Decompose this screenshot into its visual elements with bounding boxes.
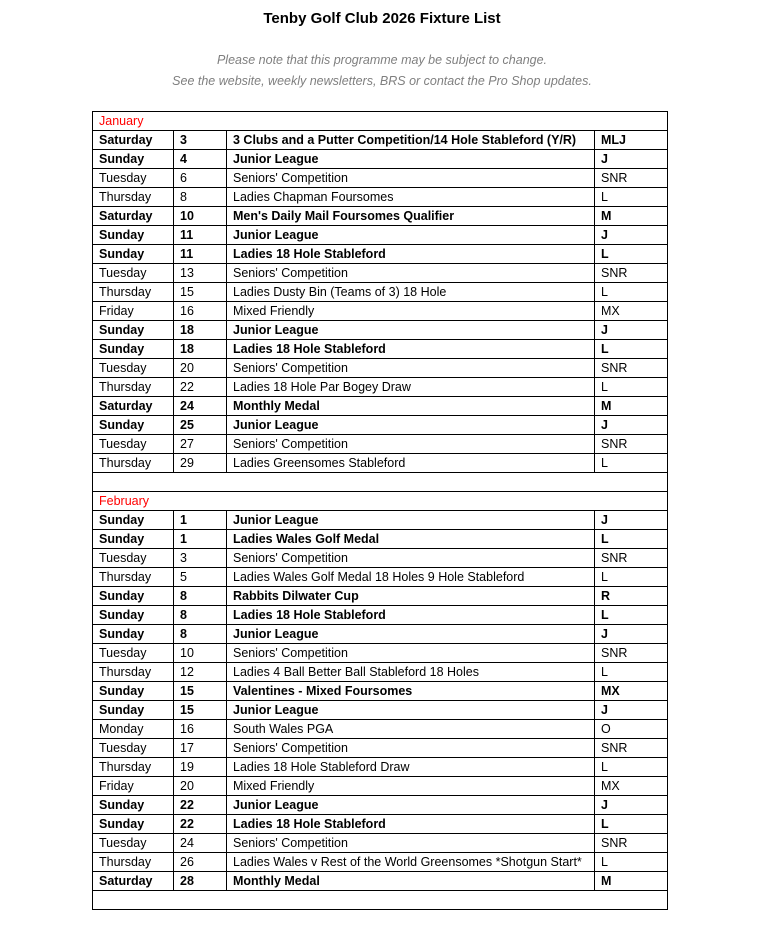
fixture-date: 17 [174,739,227,758]
fixture-date: 16 [174,302,227,321]
fixture-date: 5 [174,568,227,587]
fixture-event: Valentines - Mixed Foursomes [227,682,595,701]
fixture-day: Tuesday [93,834,174,853]
fixture-day: Sunday [93,587,174,606]
fixture-day: Sunday [93,226,174,245]
fixture-category-code: L [595,815,668,834]
fixture-event: Ladies 18 Hole Stableford Draw [227,758,595,777]
fixture-category-code: M [595,207,668,226]
fixture-category-code: J [595,796,668,815]
fixture-date: 1 [174,530,227,549]
fixture-category-code: L [595,188,668,207]
fixture-date: 4 [174,150,227,169]
fixture-row [93,321,668,340]
fixture-date: 28 [174,872,227,891]
fixture-day: Thursday [93,378,174,397]
month-name: January [93,112,668,131]
fixture-row [93,758,668,777]
fixture-category-code: J [595,511,668,530]
fixture-event: Ladies 18 Hole Stableford [227,815,595,834]
fixture-row [93,815,668,834]
fixture-category-code: L [595,568,668,587]
fixture-event: Ladies 18 Hole Stableford [227,340,595,359]
fixture-date: 19 [174,758,227,777]
fixture-category-code: L [595,245,668,264]
fixture-day: Monday [93,720,174,739]
fixture-event: Seniors' Competition [227,169,595,188]
fixture-row [93,302,668,321]
fixture-event: Junior League [227,150,595,169]
fixture-date: 10 [174,644,227,663]
spacer-row [93,891,668,910]
fixture-date: 18 [174,321,227,340]
fixture-day: Saturday [93,872,174,891]
fixture-category-code: MLJ [595,131,668,150]
fixture-row [93,682,668,701]
fixture-row [93,378,668,397]
fixture-event: Mixed Friendly [227,777,595,796]
fixture-category-code: J [595,226,668,245]
fixture-category-code: SNR [595,435,668,454]
fixture-category-code: L [595,340,668,359]
fixture-category-code: L [595,530,668,549]
fixture-row [93,245,668,264]
fixture-event: Junior League [227,416,595,435]
fixture-event: Ladies Dusty Bin (Teams of 3) 18 Hole [227,283,595,302]
fixture-day: Saturday [93,207,174,226]
fixture-event: Seniors' Competition [227,739,595,758]
fixture-day: Thursday [93,853,174,872]
spacer-cell [93,891,668,910]
fixture-date: 15 [174,283,227,302]
fixture-category-code: MX [595,777,668,796]
fixture-day: Sunday [93,606,174,625]
fixture-row [93,340,668,359]
fixture-date: 8 [174,606,227,625]
fixture-day: Thursday [93,188,174,207]
fixture-day: Sunday [93,682,174,701]
fixture-date: 26 [174,853,227,872]
fixture-row [93,530,668,549]
page-title: Tenby Golf Club 2026 Fixture List [263,10,501,27]
fixture-event: 3 Clubs and a Putter Competition/14 Hole Stableford (Y/R) [227,131,595,150]
fixture-date: 27 [174,435,227,454]
fixture-event: Seniors' Competition [227,359,595,378]
change-notice: Please note that this programme may be subject to change. [216,53,548,67]
info-notice: See the website, weekly newsletters, BRS or contact the Pro Shop updates. [172,74,592,88]
fixture-date: 11 [174,245,227,264]
fixture-day: Tuesday [93,739,174,758]
fixture-event: Ladies Greensomes Stableford [227,454,595,473]
fixture-row [93,644,668,663]
fixture-day: Thursday [93,283,174,302]
fixture-category-code: SNR [595,264,668,283]
fixture-category-code: SNR [595,644,668,663]
fixture-event: Seniors' Competition [227,834,595,853]
fixture-date: 11 [174,226,227,245]
fixture-date: 20 [174,359,227,378]
fixture-day: Thursday [93,454,174,473]
fixture-category-code: L [595,853,668,872]
fixture-row [93,587,668,606]
fixture-event: Men's Daily Mail Foursomes Qualifier [227,207,595,226]
fixture-day: Thursday [93,758,174,777]
fixture-day: Tuesday [93,264,174,283]
fixture-category-code: L [595,663,668,682]
fixture-category-code: L [595,378,668,397]
fixture-table-body [93,112,668,910]
fixture-date: 15 [174,682,227,701]
fixture-category-code: L [595,606,668,625]
fixture-category-code: SNR [595,169,668,188]
fixture-date: 12 [174,663,227,682]
fixture-day: Sunday [93,815,174,834]
fixture-event: Monthly Medal [227,872,595,891]
fixture-category-code: M [595,397,668,416]
fixture-row [93,454,668,473]
fixture-date: 16 [174,720,227,739]
fixture-row [93,739,668,758]
fixture-category-code: J [595,321,668,340]
fixture-event: Junior League [227,625,595,644]
fixture-row [93,359,668,378]
fixture-category-code: SNR [595,739,668,758]
fixture-row [93,150,668,169]
fixture-day: Friday [93,302,174,321]
fixture-event: Seniors' Competition [227,435,595,454]
fixture-day: Sunday [93,701,174,720]
month-header-row [93,112,668,131]
fixture-event: Mixed Friendly [227,302,595,321]
fixture-category-code: L [595,283,668,302]
fixture-row [93,663,668,682]
fixture-row [93,264,668,283]
fixture-day: Sunday [93,245,174,264]
fixture-row [93,720,668,739]
fixture-category-code: L [595,758,668,777]
fixture-event: Seniors' Competition [227,264,595,283]
fixture-event: Junior League [227,796,595,815]
fixture-row [93,853,668,872]
fixture-row [93,188,668,207]
spacer-cell [93,473,668,492]
fixture-event: Seniors' Competition [227,644,595,663]
fixture-event: Monthly Medal [227,397,595,416]
fixture-row [93,169,668,188]
fixture-event: South Wales PGA [227,720,595,739]
fixture-day: Tuesday [93,549,174,568]
fixture-category-code: J [595,701,668,720]
fixture-event: Ladies Wales Golf Medal [227,530,595,549]
fixture-date: 24 [174,397,227,416]
fixture-event: Junior League [227,321,595,340]
fixture-row [93,435,668,454]
fixture-row [93,416,668,435]
fixture-row [93,207,668,226]
fixture-event: Junior League [227,226,595,245]
fixture-date: 3 [174,549,227,568]
fixture-category-code: M [595,872,668,891]
fixture-date: 6 [174,169,227,188]
fixture-category-code: SNR [595,834,668,853]
fixture-date: 8 [174,625,227,644]
month-name: February [93,492,668,511]
fixture-row [93,834,668,853]
fixture-date: 22 [174,815,227,834]
fixture-event: Junior League [227,511,595,530]
fixture-category-code: R [595,587,668,606]
fixture-row [93,796,668,815]
fixture-day: Sunday [93,530,174,549]
fixture-category-code: L [595,454,668,473]
fixture-date: 3 [174,131,227,150]
fixture-day: Sunday [93,416,174,435]
fixture-category-code: O [595,720,668,739]
fixture-row [93,872,668,891]
fixture-date: 10 [174,207,227,226]
fixture-row [93,568,668,587]
fixture-row [93,625,668,644]
fixture-day: Thursday [93,568,174,587]
fixture-day: Saturday [93,397,174,416]
month-header-row [93,492,668,511]
fixture-day: Tuesday [93,435,174,454]
fixture-day: Sunday [93,150,174,169]
fixture-category-code: MX [595,302,668,321]
fixture-date: 13 [174,264,227,283]
fixture-category-code: J [595,150,668,169]
fixture-row [93,131,668,150]
fixture-event: Ladies Wales Golf Medal 18 Holes 9 Hole Stableford [227,568,595,587]
fixture-event: Seniors' Competition [227,549,595,568]
fixture-day: Thursday [93,663,174,682]
fixture-day: Tuesday [93,169,174,188]
fixture-date: 8 [174,587,227,606]
fixture-category-code: J [595,416,668,435]
fixture-table [92,111,668,910]
fixture-category-code: MX [595,682,668,701]
fixture-day: Saturday [93,131,174,150]
fixture-event: Ladies Chapman Foursomes [227,188,595,207]
fixture-category-code: J [595,625,668,644]
fixture-date: 1 [174,511,227,530]
fixture-row [93,606,668,625]
fixture-day: Sunday [93,511,174,530]
fixture-date: 24 [174,834,227,853]
fixture-date: 18 [174,340,227,359]
fixture-category-code: SNR [595,359,668,378]
fixture-date: 22 [174,796,227,815]
fixture-date: 25 [174,416,227,435]
fixture-event: Ladies Wales v Rest of the World Greensomes *Shotgun Start* [227,853,595,872]
fixture-day: Sunday [93,321,174,340]
fixture-event: Ladies 18 Hole Stableford [227,245,595,264]
fixture-event: Junior League [227,701,595,720]
fixture-date: 8 [174,188,227,207]
fixture-day: Friday [93,777,174,796]
fixture-row [93,226,668,245]
fixture-row [93,283,668,302]
fixture-day: Sunday [93,340,174,359]
fixture-day: Tuesday [93,359,174,378]
fixture-row [93,549,668,568]
fixture-date: 22 [174,378,227,397]
fixture-event: Rabbits Dilwater Cup [227,587,595,606]
fixture-category-code: SNR [595,549,668,568]
fixture-day: Tuesday [93,644,174,663]
fixture-event: Ladies 18 Hole Stableford [227,606,595,625]
fixture-day: Sunday [93,796,174,815]
fixture-row [93,511,668,530]
fixture-date: 29 [174,454,227,473]
spacer-row [93,473,668,492]
fixture-event: Ladies 18 Hole Par Bogey Draw [227,378,595,397]
fixture-date: 15 [174,701,227,720]
fixture-row [93,777,668,796]
fixture-day: Sunday [93,625,174,644]
fixture-row [93,397,668,416]
fixture-date: 20 [174,777,227,796]
fixture-row [93,701,668,720]
fixture-event: Ladies 4 Ball Better Ball Stableford 18 Holes [227,663,595,682]
